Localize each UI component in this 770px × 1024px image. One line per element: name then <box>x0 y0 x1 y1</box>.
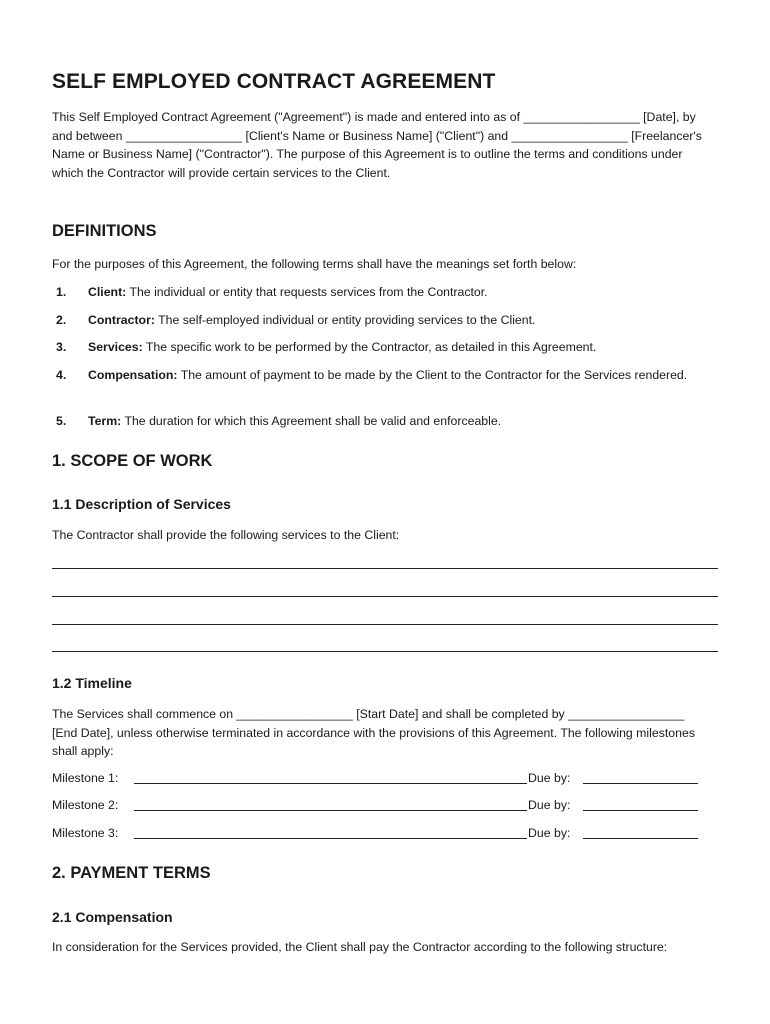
compensation-heading: 2.1 Compensation <box>52 909 173 925</box>
milestone-blank[interactable] <box>134 783 527 784</box>
definition-text: The self-employed individual or entity providing services to the Client. <box>154 313 536 327</box>
scope-heading: 1. SCOPE OF WORK <box>52 452 213 470</box>
list-number: 2. <box>56 313 67 327</box>
definition-term: Services: <box>88 340 143 354</box>
due-date-blank[interactable] <box>583 838 698 839</box>
definition-item-contractor <box>52 311 724 330</box>
services-blank-line[interactable] <box>52 624 718 625</box>
timeline-paragraph: The Services shall commence on _________________ [Start Date] and shall be completed by _________________ [End Date], unless otherwise terminated in accordance with the provisions of this Agreement. The following milestones shall apply: <box>52 707 695 758</box>
description-lead: The Contractor shall provide the following services to the Client: <box>52 528 400 542</box>
services-blank-line[interactable] <box>52 651 718 652</box>
description-heading: 1.1 Description of Services <box>52 496 231 512</box>
definition-item-compensation <box>52 366 724 385</box>
definition-text: The individual or entity that requests services from the Contractor. <box>126 285 488 299</box>
milestone-label: Milestone 1: <box>52 771 119 785</box>
list-number: 1. <box>56 285 67 299</box>
milestone-label: Milestone 3: <box>52 826 119 840</box>
definition-item-services <box>52 338 724 357</box>
payment-heading: 2. PAYMENT TERMS <box>52 864 211 882</box>
compensation-paragraph: In consideration for the Services provided, the Client shall pay the Contractor according to the following structure: <box>52 940 668 954</box>
definitions-heading: DEFINITIONS <box>52 222 157 240</box>
services-blank-line[interactable] <box>52 596 718 597</box>
due-label: Due by: <box>528 771 571 785</box>
definition-text: The amount of payment to be made by the Client to the Contractor for the Services rendered. <box>177 368 688 382</box>
definition-term: Contractor: <box>88 313 155 327</box>
milestone-blank[interactable] <box>134 810 527 811</box>
list-number: 5. <box>56 414 67 428</box>
list-number: 3. <box>56 340 67 354</box>
definition-item-client <box>52 283 724 302</box>
definition-term: Term: <box>88 414 122 428</box>
due-label: Due by: <box>528 798 571 812</box>
due-label: Due by: <box>528 826 571 840</box>
services-blank-line[interactable] <box>52 568 718 569</box>
definitions-lead: For the purposes of this Agreement, the following terms shall have the meanings set forth below: <box>52 257 577 271</box>
document-title: SELF EMPLOYED CONTRACT AGREEMENT <box>52 70 496 93</box>
milestone-label: Milestone 2: <box>52 798 119 812</box>
due-date-blank[interactable] <box>583 810 698 811</box>
due-date-blank[interactable] <box>583 783 698 784</box>
milestone-blank[interactable] <box>134 838 527 839</box>
timeline-heading: 1.2 Timeline <box>52 675 132 691</box>
definition-term: Client: <box>88 285 127 299</box>
definition-item-term <box>52 412 724 431</box>
definition-text: The duration for which this Agreement shall be valid and enforceable. <box>121 414 502 428</box>
definition-term: Compensation: <box>88 368 178 382</box>
list-number: 4. <box>56 368 67 382</box>
definition-text: The specific work to be performed by the Contractor, as detailed in this Agreement. <box>142 340 597 354</box>
intro-paragraph: This Self Employed Contract Agreement ("Agreement") is made and entered into as of _________________ [Date], by and between _________________ [Client's Name or Business Name] ("Client") and _________________ [Freelancer's Name or Business Name] ("Contractor"). The purpose of this Agreement is to outline the terms and conditions under which the Contractor will provide certain services to the Client. <box>52 110 702 180</box>
